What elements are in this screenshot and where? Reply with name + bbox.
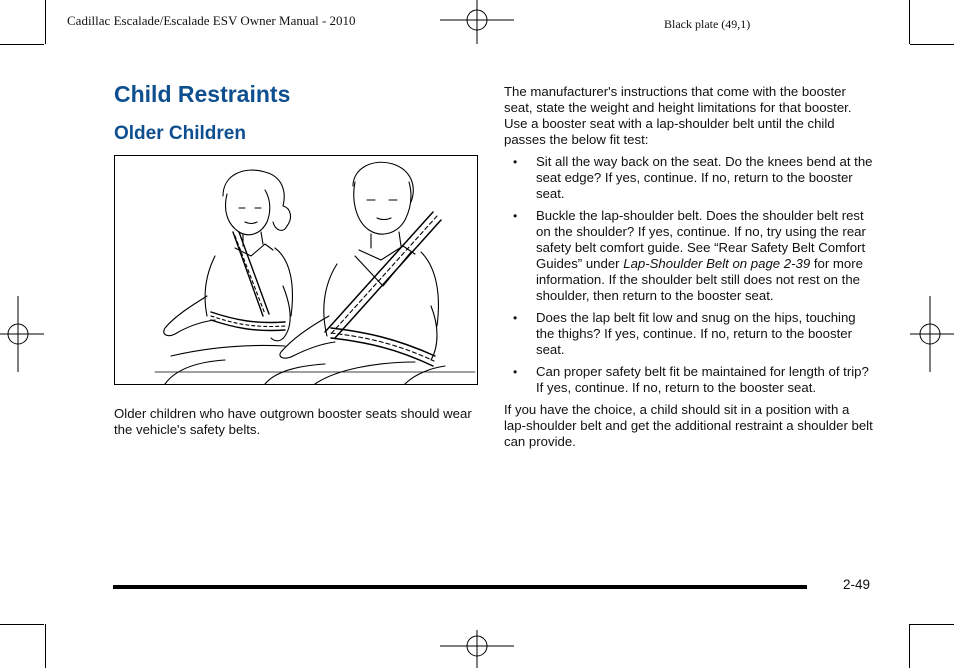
registration-mark-icon xyxy=(910,296,954,372)
figure-caption: Older children who have outgrown booster seats should wear the vehicle's safety belts. xyxy=(114,406,472,437)
boy-hair xyxy=(353,162,413,202)
boy-legs xyxy=(315,362,445,384)
boy-arm-right xyxy=(431,306,437,360)
intro-paragraph: The manufacturer's instructions that come with the booster seat, state the weight and height limitations for that booster. Use a booster seat with a lap-shoulder belt until the child passes the below fit test: xyxy=(504,84,852,147)
crop-mark xyxy=(45,624,46,668)
boy-arm-left xyxy=(280,316,335,358)
footer-rule xyxy=(113,585,807,589)
crop-mark xyxy=(910,624,954,625)
right-column xyxy=(504,84,874,450)
crop-mark xyxy=(909,0,910,44)
list-item: • Does the lap belt fit low and snug on the hips, touching the thighs? If yes, continue. If no, return to the booster seat. xyxy=(513,310,856,357)
bullet-icon: • xyxy=(513,209,518,223)
crop-mark xyxy=(909,624,910,668)
bullet-icon: • xyxy=(513,365,518,379)
girl-legs xyxy=(165,345,325,384)
crop-mark xyxy=(45,0,46,44)
list-item: • Sit all the way back on the seat. Do the knees bend at the seat edge? If yes, continue. If no, return to the booster seat. xyxy=(513,154,873,201)
page-number: 2-49 xyxy=(843,577,871,592)
girl-hair xyxy=(223,170,290,230)
boy-face xyxy=(354,182,411,234)
crop-mark xyxy=(910,44,954,45)
registration-mark-icon xyxy=(440,0,514,44)
fit-test-list xyxy=(504,154,874,396)
list-item: • Can proper safety belt fit be maintained for length of trip? If yes, continue. If no, return to the booster seat. xyxy=(513,364,869,395)
running-header: Cadillac Escalade/Escalade ESV Owner Manual - 2010 xyxy=(67,13,356,28)
list-item: • Buckle the lap-shoulder belt. Does the shoulder belt rest on the shoulder? If yes, continue. If no, try using the rear safety belt comfort guide. See “Rear Safety Belt Comfort Guides” under Lap-Shoulder Belt on page 2-39 for more information. If the shoulder belt still does not rest on the shoulder, then return to the booster seat. xyxy=(513,208,866,303)
boy-neck xyxy=(371,232,401,248)
girl-face xyxy=(226,190,270,235)
bullet-icon: • xyxy=(513,311,518,325)
closing-paragraph: If you have the choice, a child should sit in a position with a lap-shoulder belt and get the additional restraint a shoulder belt can provide. xyxy=(504,402,873,449)
plate-label: Black plate (49,1) xyxy=(664,17,751,31)
girl-arm-right xyxy=(271,286,290,341)
section-title: Child Restraints xyxy=(114,81,291,107)
crop-mark xyxy=(0,44,44,45)
illustration-frame xyxy=(114,155,478,385)
cross-reference-link[interactable]: Lap-Shoulder Belt on page 2-39 xyxy=(623,256,811,271)
registration-mark-icon xyxy=(0,296,44,372)
crop-mark xyxy=(0,624,44,625)
children-seatbelt-illustration xyxy=(115,156,477,384)
section-subtitle: Older Children xyxy=(114,123,246,144)
bullet-icon: • xyxy=(513,155,518,169)
registration-mark-icon xyxy=(440,630,514,668)
